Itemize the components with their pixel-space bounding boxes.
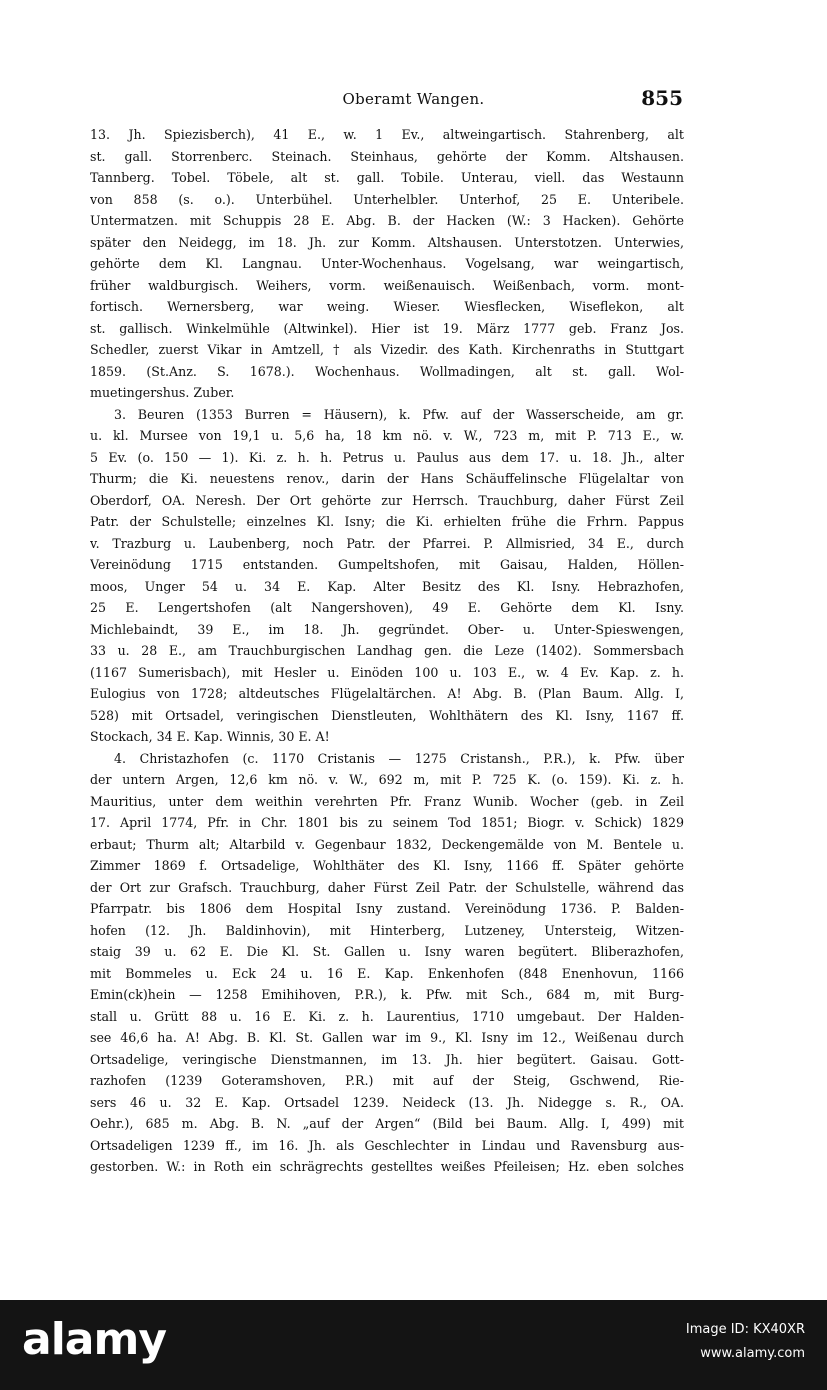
text-line: Emin(ck)hein — 1258 Emihihoven, P.R.), k. Pfw. mit Sch., 684 m, mit Burg- [90, 987, 684, 1002]
text-line: 528) mit Ortsadel, veringischen Dienstleuten, Wohlthätern des Kl. Isny, 1167 ff. [90, 707, 684, 723]
text-line: von 858 (s. o.). Unterbühel. Unterhelbler. Unterhof, 25 E. Unteribele. [90, 191, 684, 207]
image-id: Image ID: KX40XR [685, 1322, 805, 1337]
footer-url: www.alamy.com [700, 1346, 805, 1361]
text-line: st. gall. Storrenberc. Steinach. Steinhaus, gehörte der Komm. Altshausen. [90, 148, 684, 164]
running-title: Oberamt Wangen. [342, 90, 485, 108]
text-line: staig 39 u. 62 E. Die Kl. St. Gallen u. Isny waren begütert. Bliberazhofen, [90, 944, 684, 959]
text-line: 1859. (St.Anz. S. 1678.). Wochenhaus. Wollmadingen, alt st. gall. Wol- [90, 363, 684, 379]
text-line: Tannberg. Tobel. Töbele, alt st. gall. Tobile. Unterau, viell. das Westaunn [90, 170, 684, 185]
text-line: Schedler, zuerst Vikar in Amtzell, † als Vizedir. des Kath. Kirchenraths in Stuttgart [90, 342, 684, 357]
text-line: stall u. Grütt 88 u. 16 E. Ki. z. h. Laurentius, 1710 umgebaut. Der Halden- [90, 1008, 684, 1024]
footer-meta [686, 1318, 805, 1366]
text-line: st. gallisch. Winkelmühle (Altwinkel). Hier ist 19. März 1777 geb. Franz Jos. [90, 320, 684, 336]
text-line: 25 E. Lengertshofen (alt Nangershoven), 49 E. Gehörte dem Kl. Isny. [90, 600, 684, 615]
text-line: Zimmer 1869 f. Ortsadelige, Wohlthäter des Kl. Isny, 1166 ff. Später gehörte [90, 858, 684, 873]
text-line: Untermatzen. mit Schuppis 28 E. Abg. B. der Hacken (W.: 3 Hacken). Gehörte [90, 213, 684, 228]
text-line: fortisch. Wernersberg, war weing. Wieser. Wiesflecken, Wiseflekon, alt [90, 299, 684, 314]
page-header [0, 86, 827, 114]
text-line: (1167 Sumerisbach), mit Hesler u. Einöden 100 u. 103 E., w. 4 Ev. Kap. z. h. [90, 664, 684, 680]
text-line: muetingershus. Zuber. [90, 385, 235, 400]
text-line: 3. Beuren (1353 Burren = Häusern), k. Pfw. auf der Wasserscheide, am gr. [114, 406, 684, 422]
text-line: v. Trazburg u. Laubenberg, noch Patr. der Pfarrei. P. Allmisried, 34 E., durch [90, 535, 684, 551]
text-line: 33 u. 28 E., am Trauchburgischen Landhag gen. die Leze (1402). Sommersbach [90, 643, 684, 658]
text-line: Patr. der Schulstelle; einzelnes Kl. Isny; die Ki. erhielten frühe die Frhrn. Pappus [90, 514, 684, 529]
text-line: früher waldburgisch. Weihers, vorm. weißenauisch. Weißenbach, vorm. mont- [90, 277, 684, 293]
text-line: später den Neidegg, im 18. Jh. zur Komm. Altshausen. Unterstotzen. Unterwies, [90, 234, 684, 250]
text-line: Pfarrpatr. bis 1806 dem Hospital Isny zustand. Vereinödung 1736. P. Balden- [90, 901, 684, 916]
text-line: 5 Ev. (o. 150 — 1). Ki. z. h. h. Petrus u. Paulus aus dem 17. u. 18. Jh., alter [90, 449, 684, 465]
text-line: Ortsadeligen 1239 ff., im 16. Jh. als Geschlechter in Lindau und Ravensburg aus- [90, 1137, 684, 1153]
text-line: hofen (12. Jh. Baldinhovin), mit Hinterberg, Lutzeney, Untersteig, Witzen- [90, 922, 684, 938]
text-line: Ortsadelige, veringische Dienstmannen, im 13. Jh. hier begütert. Gaisau. Gott- [90, 1051, 684, 1067]
text-line: Oberdorf, OA. Neresh. Der Ort gehörte zur Herrsch. Trauchburg, daher Fürst Zeil [90, 492, 684, 508]
text-line: see 46,6 ha. A! Abg. B. Kl. St. Gallen war im 9., Kl. Isny im 12., Weißenau durch [90, 1030, 684, 1045]
alamy-logo: alamy [22, 1314, 166, 1365]
text-line: Stockach, 34 E. Kap. Winnis, 30 E. A! [90, 729, 330, 744]
text-line: Mauritius, unter dem weithin verehrten Pfr. Franz Wunib. Wocher (geb. in Zeil [90, 793, 684, 809]
text-line: 17. April 1774, Pfr. in Chr. 1801 bis zu seinem Tod 1851; Biogr. v. Schick) 1829 [90, 815, 684, 830]
watermark-footer [0, 1300, 827, 1390]
text-line: gehörte dem Kl. Langnau. Unter-Wochenhaus. Vogelsang, war weingartisch, [90, 256, 684, 271]
text-line: der Ort zur Grafsch. Trauchburg, daher Fürst Zeil Patr. der Schulstelle, während das [90, 879, 684, 895]
text-line: 4. Christazhofen (c. 1170 Cristanis — 1275 Cristansh., P.R.), k. Pfw. über [114, 750, 684, 766]
text-line: razhofen (1239 Goteramshoven, P.R.) mit auf der Steig, Gschwend, Rie- [90, 1073, 684, 1088]
text-line: Oehr.), 685 m. Abg. B. N. „auf der Argen“ (Bild bei Baum. Allg. I, 499) mit [90, 1116, 684, 1131]
text-line: Vereinödung 1715 entstanden. Gumpeltshofen, mit Gaisau, Halden, Höllen- [90, 557, 684, 572]
text-line: 13. Jh. Spiezisberch), 41 E., w. 1 Ev., altweingartisch. Stahrenberg, alt [90, 127, 684, 142]
text-line: sers 46 u. 32 E. Kap. Ortsadel 1239. Neideck (13. Jh. Nidegge s. R., OA. [90, 1094, 684, 1110]
text-line: moos, Unger 54 u. 34 E. Kap. Alter Besitz des Kl. Isny. Hebrazhofen, [90, 578, 684, 594]
body-text [90, 124, 684, 1178]
page-number: 855 [641, 86, 683, 110]
text-line: erbaut; Thurm alt; Altarbild v. Gegenbaur 1832, Deckengemälde von M. Bentele u. [90, 836, 684, 852]
text-line: Michlebaindt, 39 E., im 18. Jh. gegründet. Ober- u. Unter-Spieswengen, [90, 621, 684, 637]
text-line: mit Bommeles u. Eck 24 u. 16 E. Kap. Enkenhofen (848 Enenhovun, 1166 [90, 965, 684, 981]
text-line: Thurm; die Ki. neuestens renov., darin der Hans Schäuffelinsche Flügelaltar von [90, 471, 684, 486]
text-line: gestorben. W.: in Roth ein schrägrechts gestelltes weißes Pfeileisen; Hz. eben solches [90, 1159, 684, 1174]
text-line: u. kl. Mursee von 19,1 u. 5,6 ha, 18 km nö. v. W., 723 m, mit P. 713 E., w. [90, 428, 684, 443]
text-line: der untern Argen, 12,6 km nö. v. W., 692 m, mit P. 725 K. (o. 159). Ki. z. h. [90, 772, 684, 787]
text-line: Eulogius von 1728; altdeutsches Flügelaltärchen. A! Abg. B. (Plan Baum. Allg. I, [90, 686, 684, 701]
